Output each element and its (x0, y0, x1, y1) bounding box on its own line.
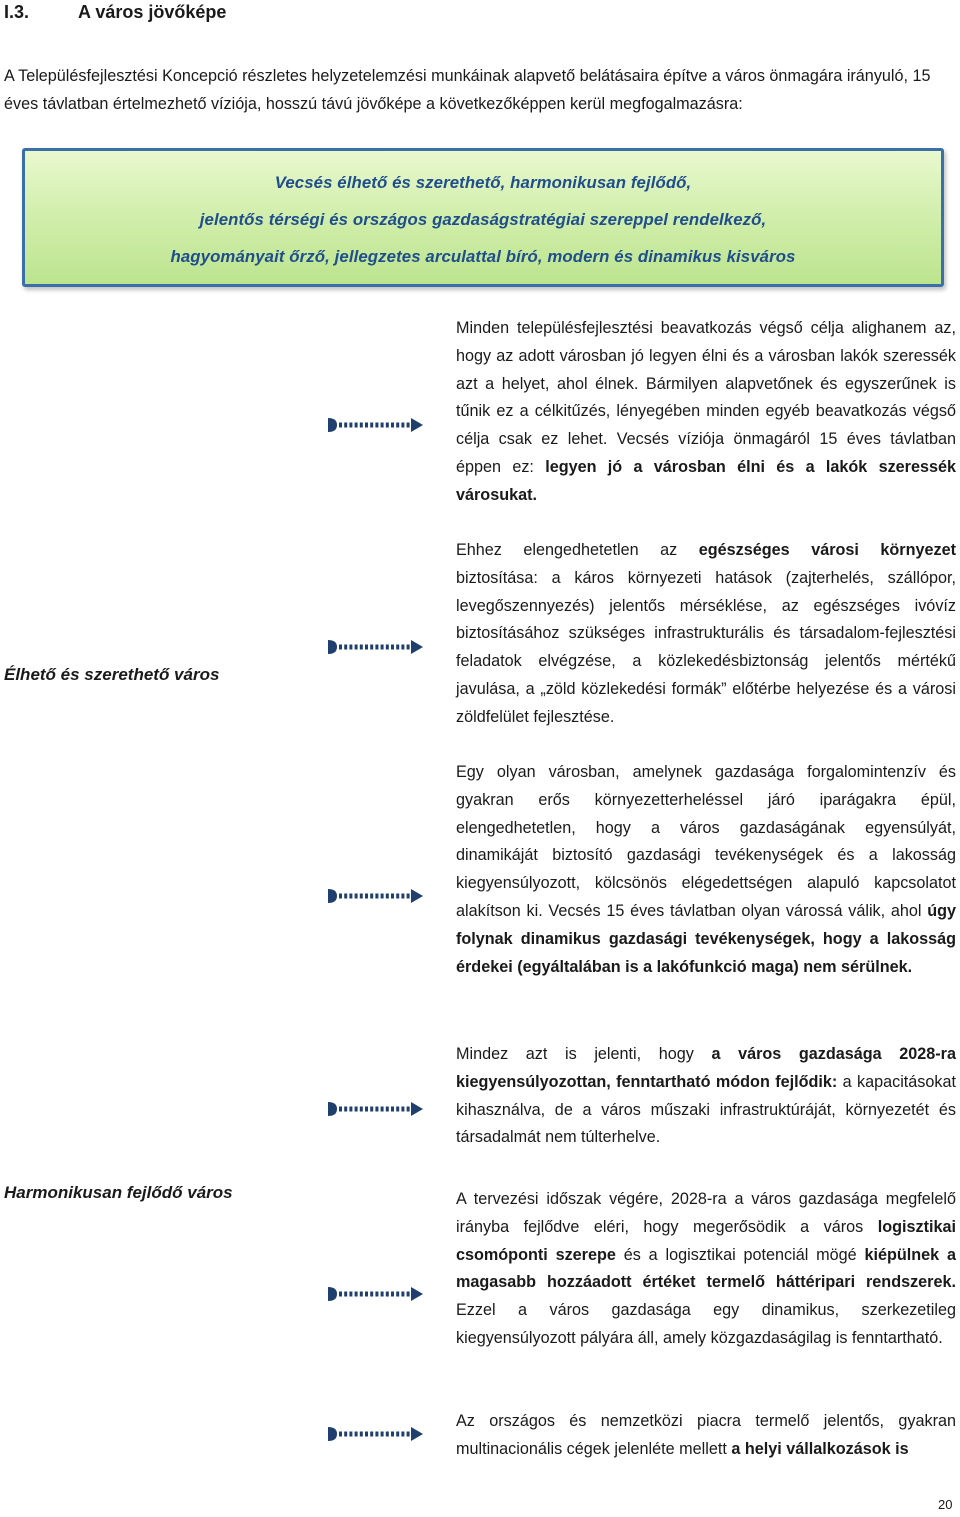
body-text: Az országos és nemzetközi piacra termelő jelentős, gyakran multinacionális cégek jelenléte mellett (456, 1412, 956, 1458)
emphasis-text: egészséges városi környezet (698, 541, 956, 559)
dotted-arrow-icon (326, 1425, 426, 1443)
dotted-arrow-icon (326, 638, 426, 656)
emphasis-text: logisztikai csomóponti szerepe (456, 1217, 956, 1264)
body-text: Minden településfejlesztési beavatkozás végső célja alighanem az, hogy az adott városban jó legyen élni és a városban lakók szeressék azt a helyet, ahol élnek. Bármilyen alapvetőnek és egyszerűnek is tűnik ez a célkitűzés, lényegében minden egyéb beavatkozás végső célja csak ez lehet. Vecsés víziója önmagáról 15 éves távlatban éppen ez: (456, 319, 956, 476)
body-text: biztosítása: a káros környezeti hatások (zajterhelés, szállópor, levegőszennyezés) jelentős mérséklése, az egészséges ivóvíz biztosításához szükséges infrastrukturális és társadalom-fejlesztési feladatok elvégzése, a közlekedésbiztonság jelentős mértékű javulása, a „zöld közlekedési formák” előtérbe helyezése és a városi zöldfelület fejlesztése. (456, 568, 956, 726)
body-text: Ehhez elengedhetetlen az (456, 541, 699, 559)
vision-line-1: Vecsés élhető és szerethető, harmonikusan fejlődő, (274, 173, 692, 192)
body-text: a kapacitásokat kihasználva, de a város műszaki infrastruktúráját, környezetét és társadalmát nem túlterhelve. (456, 1072, 956, 1147)
vision-line-2: jelentős térségi és országos gazdaságstratégiai szereppel rendelkező, (199, 210, 767, 229)
emphasis-text: a város gazdasága 2028-ra kiegyensúlyozottan, fenntartható módon fejlődik: (456, 1045, 956, 1091)
dotted-arrow-icon (326, 416, 426, 434)
paragraph-logistics (456, 1186, 956, 1353)
section-title: A város jövőképe (78, 2, 227, 22)
dotted-arrow-icon (326, 1100, 426, 1118)
emphasis-text: legyen jó a városban élni és a lakók szeressék városukat. (456, 457, 956, 504)
body-text: A tervezési időszak végére, 2028-ra a város gazdasága megfelelő irányba fejlődve eléri, hogy megerősödik a város (456, 1190, 956, 1236)
body-text: és a logisztikai potenciál mögé (615, 1245, 865, 1264)
section-label-livable: Élhető és szerethető város (4, 665, 220, 684)
paragraph-economy-balance (456, 759, 956, 981)
body-text: Egy olyan városban, amelynek gazdasága forgalomintenzív és gyakran erős környezetterheléssel járó iparágakra épül, elengedhetetlen, hogy a város gazdaságának egyensúlyát, dinamikáját biztosító gazdasági tevékenységek és a lakosság kiegyensúlyozott, kölcsönös elégedettségen alapuló kapcsolatot alakítson ki. Vecsés 15 éves távlatban olyan várossá válik, ahol (456, 763, 956, 920)
dotted-arrow-icon (326, 1285, 426, 1303)
body-text: Mindez azt is jelenti, hogy (456, 1045, 712, 1063)
body-text: Ezzel a város gazdasága egy dinamikus, szerkezetileg kiegyensúlyozott pályára áll, amely közgazdaságilag is fenntartható. (456, 1301, 956, 1347)
paragraph-healthy-environment (456, 537, 956, 732)
emphasis-text: a helyi vállalkozások is (731, 1439, 909, 1458)
paragraph-local-businesses (456, 1408, 956, 1464)
paragraph-livable-goal (456, 315, 956, 510)
page-number: 20 (938, 1497, 953, 1512)
section-number: I.3. (4, 2, 30, 22)
emphasis-text: kiépülnek a magasabb hozzáadott értéket termelő háttéripari rendszerek. (456, 1245, 956, 1292)
dotted-arrow-icon (326, 887, 426, 905)
vision-line-3: hagyományait őrző, jellegzetes arculattal bíró, modern és dinamikus kisváros (170, 247, 796, 266)
section-heading (4, 2, 226, 23)
emphasis-text: úgy folynak dinamikus gazdasági tevékenységek, hogy a lakosság érdekei (egyáltalában is a lakófunkció maga) nem sérülnek. (456, 901, 956, 976)
paragraph-sustainable-growth (456, 1041, 956, 1152)
intro-paragraph: A Településfejlesztési Koncepció részletes helyzetelemzési munkáinak alapvető belátásaira építve a város önmagára irányuló, 15 éves távlatban értelmezhető víziója, hosszú távú jövőképe a következőképpen kerül megfogalmazásra: (4, 67, 931, 113)
section-label-harmonious: Harmonikusan fejlődő város (4, 1183, 233, 1202)
vision-box (22, 148, 944, 287)
